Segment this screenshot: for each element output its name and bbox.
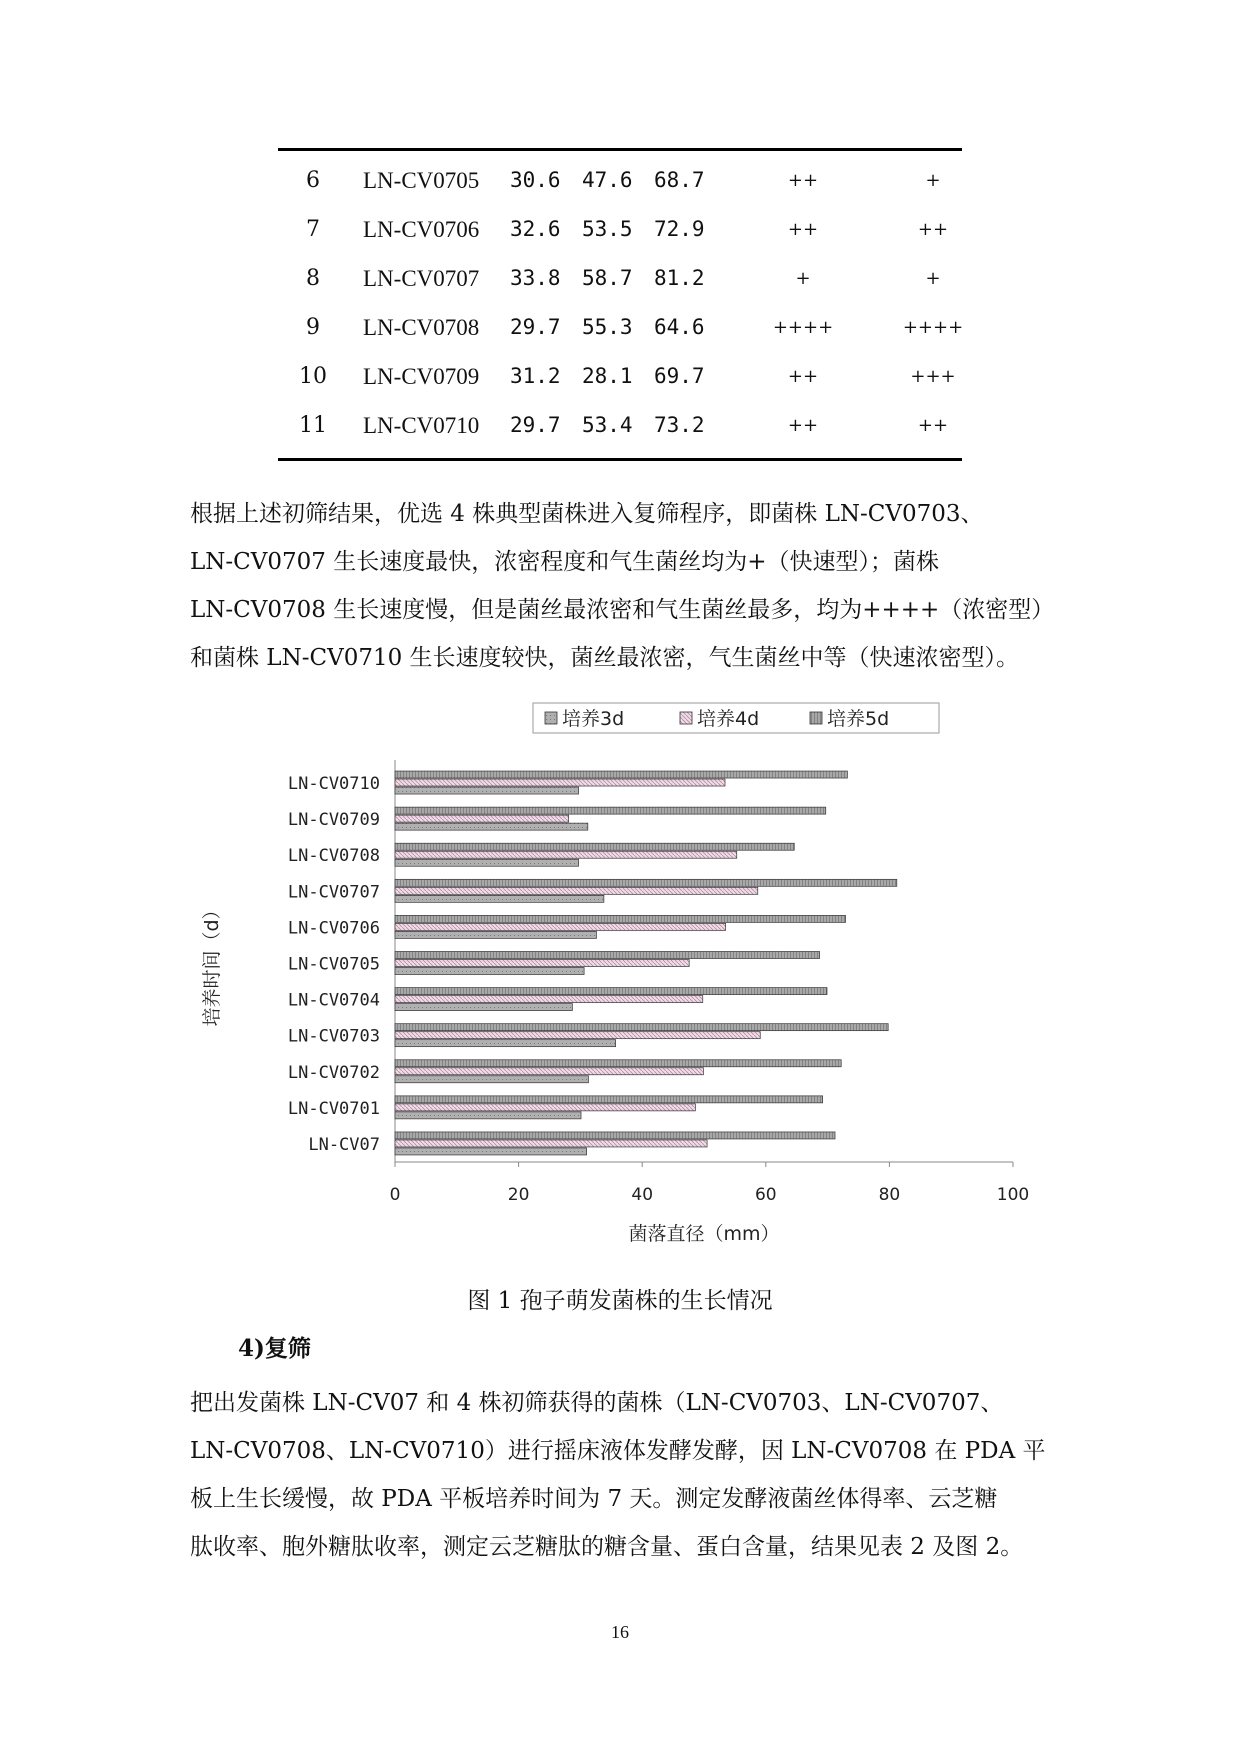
table-cell-aerial: ++++ [902,317,964,338]
table-cell-strain: LN-CV0707 [363,266,480,291]
table-cell-d3: 29.7 [510,413,561,437]
category-label: LN-CV0705 [287,954,380,975]
paragraph-selection-results [190,490,1055,682]
bar-培养3d [395,931,596,938]
table-cell-d5: 81.2 [654,266,705,290]
table-cell-aerial: + [925,170,941,191]
paragraph-line: 肽收率、胞外糖肽收率，测定云芝糖肽的糖含量、蛋白含量，结果见表 2 及图 2。 [190,1534,1024,1560]
bar-培养5d [395,807,826,814]
table-cell-strain: LN-CV0705 [363,168,480,193]
table-cell-d5: 68.7 [654,168,705,192]
bar-培养5d [395,1132,835,1139]
paragraph-line: LN-CV0708 生长速度慢，但是菌丝最浓密和气生菌丝最多，均为++++（浓密型） [190,597,1055,623]
bar-培养3d [395,1076,588,1083]
table-cell-d4: 28.1 [582,364,633,388]
x-tick-label: 60 [754,1185,777,1205]
category-label: LN-CV0709 [287,810,380,831]
table-cell-idx: 6 [306,168,320,193]
bar-培养5d [395,952,820,959]
table-cell-d3: 33.8 [510,266,561,290]
bar-培养5d [395,1060,841,1067]
bar-培养3d [395,1112,581,1119]
table-cell-aerial: + [925,268,941,289]
table-cell-aerial: ++ [917,415,949,436]
table-cell-idx: 10 [299,364,327,389]
bar-培养4d [395,1140,707,1147]
bar-培养3d [395,968,584,975]
growth-chart-svg [190,695,1050,1265]
table-cell-d3: 31.2 [510,364,561,388]
paragraph-line: 板上生长缓慢，故 PDA 平板培养时间为 7 天。测定发酵液菌丝体得率、云芝糖 [190,1486,998,1512]
legend-swatch [810,712,822,724]
table-cell-density: ++ [787,170,819,191]
bar-培养4d [395,996,703,1003]
table-cell-d3: 29.7 [510,315,561,339]
paragraph-line: LN-CV0708、LN-CV0710）进行摇床液体发酵发酵，因 LN-CV0708 在 PDA 平 [190,1438,1046,1464]
bar-培养4d [395,1104,695,1111]
bar-培养3d [395,1004,572,1011]
figure-caption: 图 1 孢子萌发菌株的生长情况 [467,1288,773,1314]
bar-培养4d [395,851,737,858]
paragraph-rescreening [190,1379,1050,1571]
bar-培养3d [395,823,588,830]
table-cell-d4: 53.5 [582,217,633,241]
bar-培养4d [395,923,726,930]
table-cell-idx: 11 [299,413,327,438]
table-cell-d4: 47.6 [582,168,633,192]
bar-培养3d [395,859,579,866]
paragraph-line: 根据上述初筛结果，优选 4 株典型菌株进入复筛程序，即菌株 LN-CV0703、 [190,501,984,527]
bar-培养4d [395,815,569,822]
category-label: LN-CV0703 [287,1026,380,1047]
x-tick-label: 20 [507,1185,530,1205]
category-label: LN-CV0708 [287,846,380,867]
x-tick-label: 80 [878,1185,901,1205]
table-row [278,156,962,205]
bar-培养5d [395,988,827,995]
category-label: LN-CV0707 [287,882,380,903]
x-tick-label: 40 [631,1185,654,1205]
table-cell-strain: LN-CV0710 [363,413,480,438]
x-tick-label: 100 [996,1185,1030,1205]
legend-label: 培养5d [827,708,890,730]
table-cell-d5: 64.6 [654,315,705,339]
category-label: LN-CV0702 [287,1062,380,1083]
table-cell-density: ++ [787,415,819,436]
table-cell-strain: LN-CV0709 [363,364,480,389]
category-label: LN-CV0710 [287,774,380,795]
table-cell-aerial: +++ [910,366,956,387]
bar-培养4d [395,887,758,894]
table-cell-idx: 8 [306,266,320,291]
legend-swatch [545,712,557,724]
table-row [278,254,962,303]
table-row [278,352,962,401]
legend-label: 培养4d [697,708,760,730]
bar-培养5d [395,1024,888,1031]
bar-培养5d [395,915,846,922]
x-tick-label: 0 [389,1185,401,1205]
table-cell-d4: 53.4 [582,413,633,437]
paragraph-line: 和菌株 LN-CV0710 生长速度较快，菌丝最浓密，气生菌丝中等（快速浓密型）。 [190,645,1020,671]
table-cell-d4: 58.7 [582,266,633,290]
table-cell-aerial: ++ [917,219,949,240]
table-cell-density: ++ [787,219,819,240]
chart-legend [533,703,939,733]
table-row [278,205,962,254]
table-cell-d3: 30.6 [510,168,561,192]
bar-培养5d [395,771,847,778]
table-cell-strain: LN-CV0708 [363,315,480,340]
bar-培养5d [395,843,794,850]
table-cell-density: + [795,268,811,289]
paragraph-line: LN-CV0707 生长速度最快，浓密程度和气生菌丝均为+（快速型）；菌株 [190,549,939,575]
x-axis-title: 菌落直径（mm） [628,1223,780,1245]
bar-培养5d [395,1096,823,1103]
bar-培养3d [395,895,604,902]
category-label: LN-CV07 [308,1134,380,1155]
legend-label: 培养3d [562,708,625,730]
bar-培养3d [395,787,579,794]
paragraph-line: 把出发菌株 LN-CV07 和 4 株初筛获得的菌株（LN-CV0703、LN-CV0707、 [190,1390,1004,1416]
bar-培养4d [395,960,689,967]
table-cell-d5: 73.2 [654,413,705,437]
table-cell-density: ++ [787,366,819,387]
category-label: LN-CV0706 [287,918,380,939]
bar-培养4d [395,779,725,786]
table-cell-idx: 9 [306,315,320,340]
table-cell-d5: 69.7 [654,364,705,388]
category-label: LN-CV0704 [287,990,380,1011]
table-cell-strain: LN-CV0706 [363,217,480,242]
table-cell-density: ++++ [772,317,834,338]
y-axis-title: 培养时间（d） [201,900,223,1027]
legend-swatch [680,712,692,724]
bar-培养3d [395,1148,587,1155]
page-number: 16 [611,1622,629,1642]
table-cell-idx: 7 [306,217,320,242]
bar-培养5d [395,879,897,886]
category-label: LN-CV0701 [287,1098,380,1119]
table-cell-d4: 55.3 [582,315,633,339]
section-heading: 4)复筛 [238,1335,311,1362]
table-row [278,401,962,450]
table-cell-d5: 72.9 [654,217,705,241]
growth-data-table [278,148,962,461]
bar-培养4d [395,1068,703,1075]
bar-培养3d [395,1040,616,1047]
table-cell-d3: 32.6 [510,217,561,241]
growth-chart [190,695,1050,1265]
table-row [278,303,962,352]
bar-培养4d [395,1032,760,1039]
